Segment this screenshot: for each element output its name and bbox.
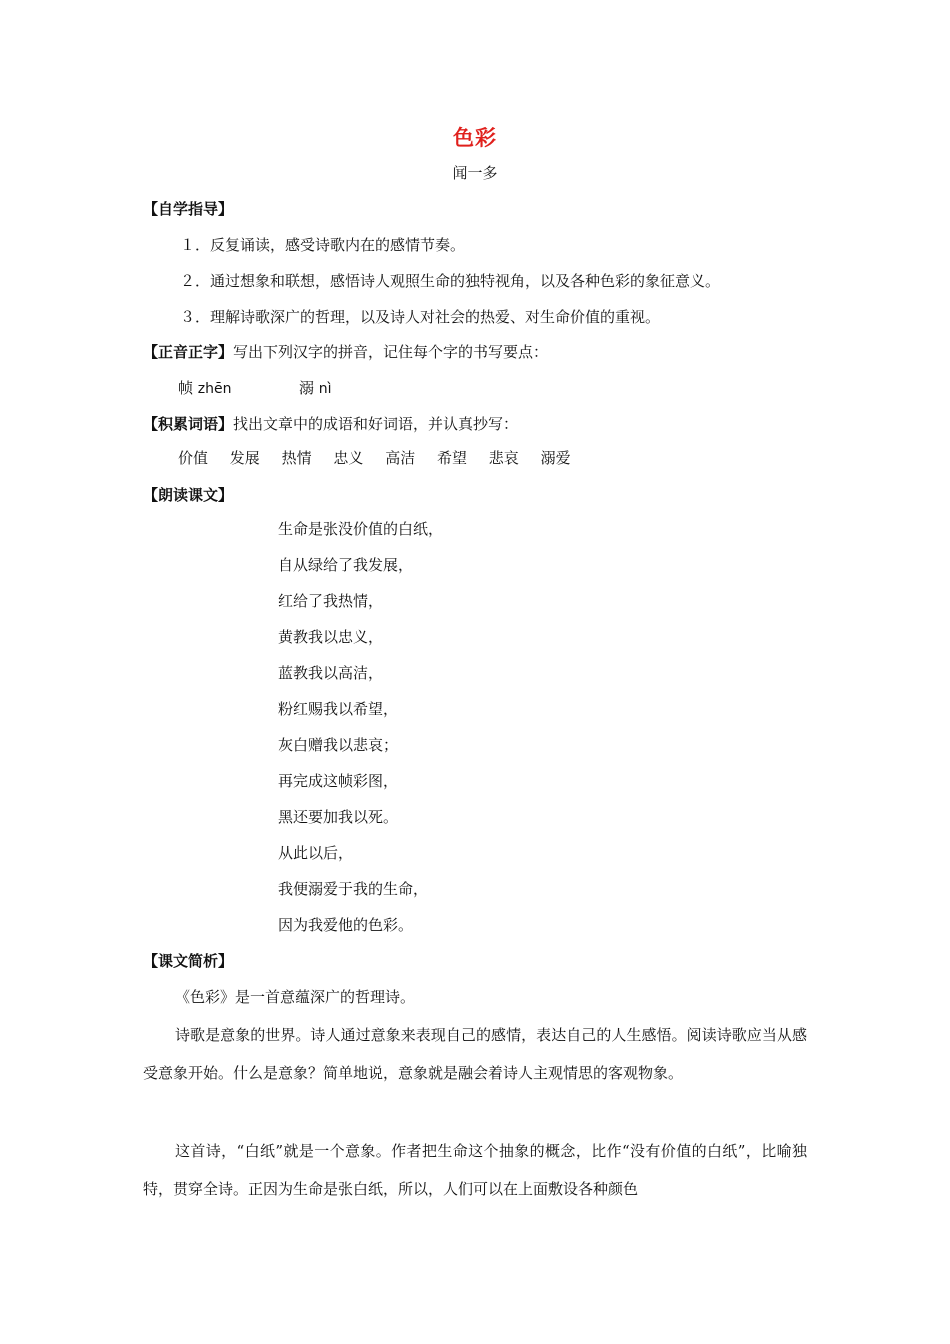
guide-item-2: ２．通过想象和联想，感悟诗人观照生命的独特视角，以及各种色彩的象征意义。 xyxy=(180,272,721,290)
vocab-word: 价值 xyxy=(178,449,209,467)
vocab-word: 忠义 xyxy=(333,449,364,467)
document-title: 色彩 xyxy=(453,125,497,150)
poem-line: 红给了我热情， xyxy=(278,592,384,610)
poem-body xyxy=(278,519,443,951)
analysis-paragraph-2: 诗歌是意象的世界。诗人通过意象来表现自己的感情，表达自己的人生感悟。阅读诗歌应当从感受意象开始。什么是意象？简单地说，意象就是融会着诗人主观情思的客观物象。 xyxy=(143,1026,807,1082)
pinyin-entry xyxy=(178,377,232,398)
vocab-row xyxy=(143,413,518,434)
pinyin-entry xyxy=(299,377,332,398)
author-name: 闻一多 xyxy=(452,164,498,182)
guide-heading: 【自学指导】 xyxy=(143,200,234,218)
vocab-word: 溺爱 xyxy=(540,449,571,467)
analysis-paragraph-1: 《色彩》是一首意蕴深广的哲理诗。 xyxy=(175,988,416,1006)
vocab-word: 悲哀 xyxy=(488,449,519,467)
vocab-instruction: 找出文章中的成语和好词语，并认真抄写： xyxy=(233,415,519,433)
vocab-heading: 【积累词语】 xyxy=(143,415,234,433)
pronunciation-instruction: 写出下列汉字的拼音，记住每个字的书写要点： xyxy=(233,343,549,361)
poem-line: 灰白赠我以悲哀； xyxy=(278,736,399,754)
vocab-word: 热情 xyxy=(281,449,312,467)
pinyin-reading: nì xyxy=(318,381,332,397)
pinyin-reading: zhēn xyxy=(197,381,232,397)
poem-line: 因为我爱他的色彩。 xyxy=(278,916,414,934)
poem-line: 我便溺爱于我的生命， xyxy=(278,880,429,898)
guide-item-1: １．反复诵读，感受诗歌内在的感情节奏。 xyxy=(180,236,466,254)
poem-line: 自从绿给了我发展， xyxy=(278,556,414,574)
pinyin-char: 帧 xyxy=(178,379,194,397)
vocab-word: 发展 xyxy=(229,449,260,467)
pronunciation-row xyxy=(143,341,548,362)
poem-line: 粉红赐我以希望， xyxy=(278,700,399,718)
poem-line: 生命是张没价值的白纸， xyxy=(278,520,444,538)
vocab-words xyxy=(178,447,588,468)
poem-line: 黄教我以忠义， xyxy=(278,628,384,646)
poem-line: 蓝教我以高洁， xyxy=(278,664,384,682)
poem-line: 从此以后， xyxy=(278,844,354,862)
analysis-paragraph-3: 这首诗，“白纸”就是一个意象。作者把生命这个抽象的概念，比作“没有价值的白纸”，比喻独特，贯穿全诗。正因为生命是张白纸，所以，人们可以在上面敷设各种颜色 xyxy=(143,1142,807,1198)
pronunciation-heading: 【正音正字】 xyxy=(143,343,234,361)
poem-line: 黑还要加我以死。 xyxy=(278,808,399,826)
analysis-heading: 【课文简析】 xyxy=(143,952,234,970)
poem-line: 再完成这帧彩图， xyxy=(278,772,399,790)
pinyin-char: 溺 xyxy=(299,379,315,397)
guide-item-3: ３．理解诗歌深广的哲理，以及诗人对社会的热爱、对生命价值的重视。 xyxy=(180,308,661,326)
vocab-word: 高洁 xyxy=(385,449,416,467)
reading-heading: 【朗读课文】 xyxy=(143,486,234,504)
vocab-word: 希望 xyxy=(436,449,467,467)
